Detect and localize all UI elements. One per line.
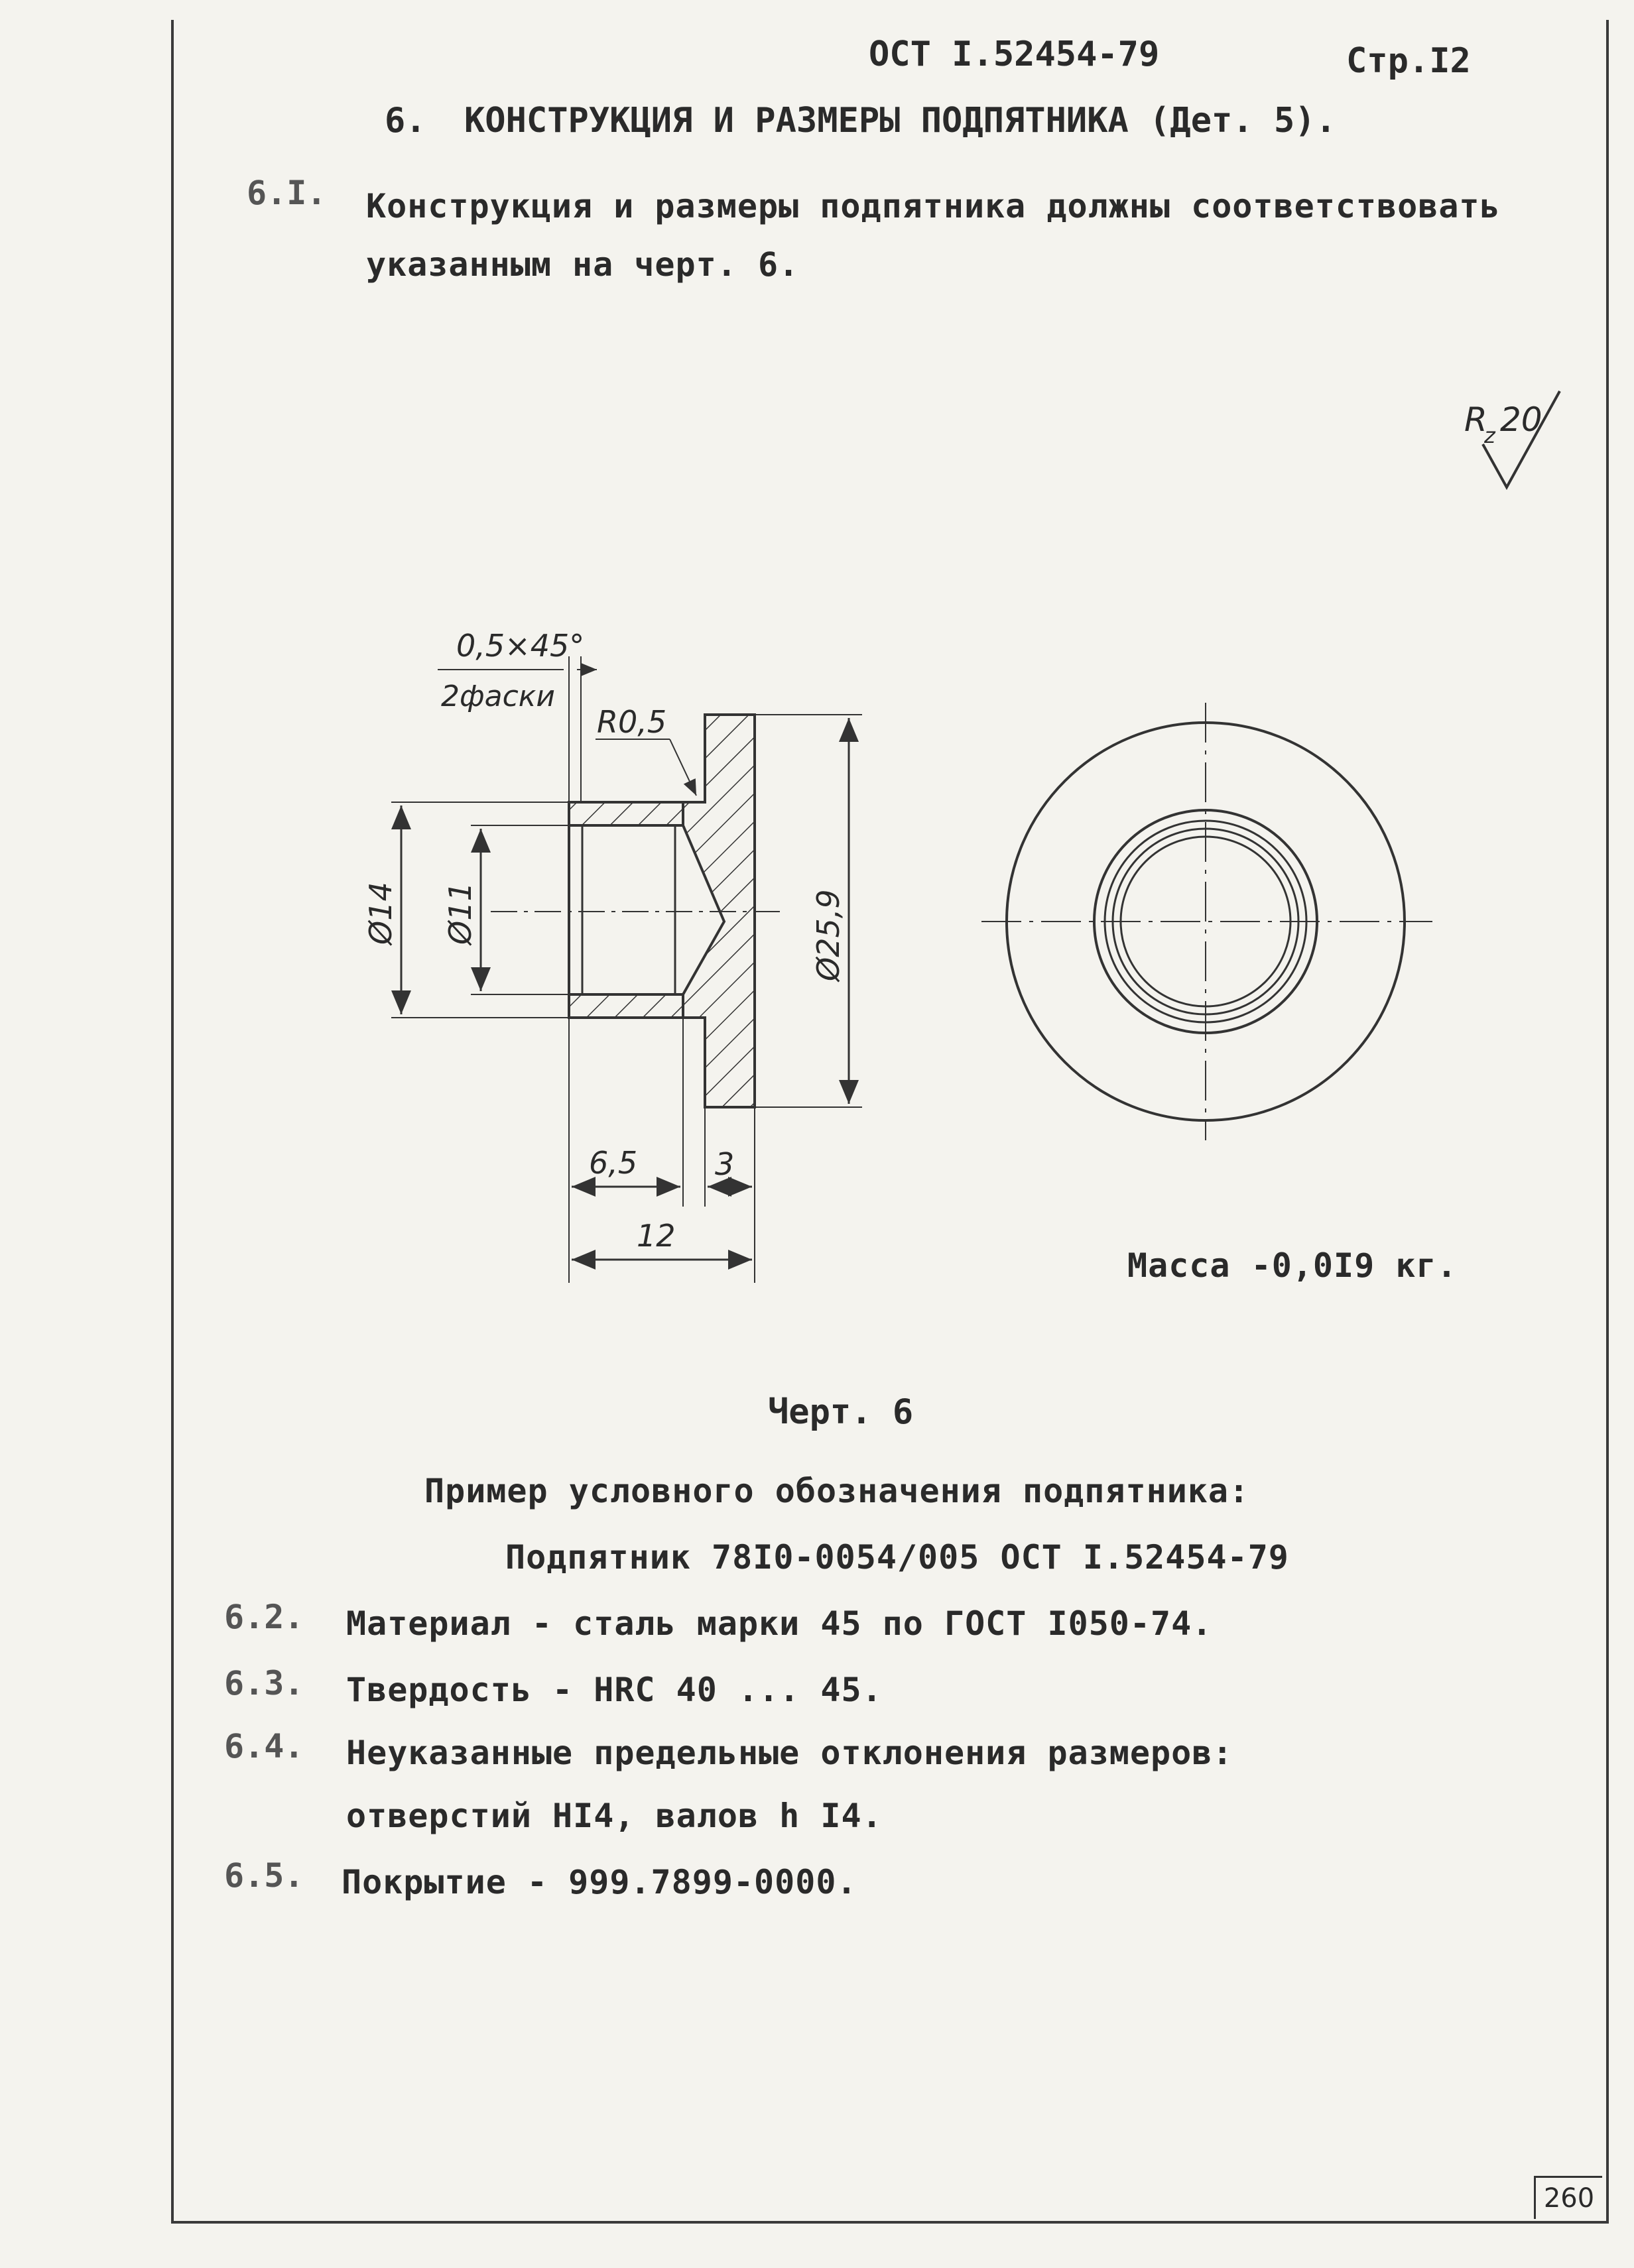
roughness-subscript: z [1484,423,1495,448]
dim-bore: Ø11 [442,882,478,945]
standard-number: ОСТ I.52454-79 [869,34,1160,74]
dim-chamfer-note: 2фаски [441,680,555,713]
dim-radius: R0,5 [597,704,667,740]
clause-text: Конструкция и размеры подпятника должны соответствовать [366,187,1501,225]
dim-chamfer: 0,5×45° [456,628,585,664]
clause-text: Покрытие - 999.7899-0000. [342,1863,857,1901]
dim-flange: Ø25,9 [810,889,846,981]
section-title: КОНСТРУКЦИЯ И РАЗМЕРЫ ПОДПЯТНИКА (Дет. 5). [464,101,1336,141]
mass-note: Масса -0,0I9 кг. [1127,1246,1458,1285]
designation-example: Подпятник 78I0-0054/005 ОСТ I.52454-79 [505,1538,1289,1577]
dim-outer-sleeve: Ø14 [363,882,399,945]
roughness-symbol [1464,391,1560,487]
roughness-letter: R [1464,400,1487,439]
clause-number: 6.4. [224,1727,304,1765]
designation-intro: Пример условного обозначения подпятника: [424,1472,1250,1510]
clause-number: 6.2. [224,1598,304,1636]
clause-number: 6.5. [224,1856,304,1895]
dim-sleeve-length: 6,5 [589,1145,638,1181]
clause-text: Неуказанные предельные отклонения размеров: [346,1734,1233,1772]
page-label: Стр.I2 [1346,41,1471,81]
end-view [981,703,1432,1140]
clause-number: 6.I. [247,174,327,212]
clause-text: отверстий HI4, валов h I4. [346,1797,883,1835]
section-number: 6. [385,101,426,141]
section-view [363,628,862,1283]
dim-flange-length: 3 [715,1146,735,1182]
page-number: 260 [1534,2176,1602,2219]
clause-text: Материал - сталь марки 45 по ГОСТ I050-74. [346,1604,1213,1643]
clause-text: Твердость - HRC 40 ... 45. [346,1671,883,1709]
clause-text: указанным на черт. 6. [366,245,800,284]
roughness-value: 20 [1500,400,1542,439]
figure-caption: Черт. 6 [768,1392,914,1432]
dim-total-length: 12 [637,1218,676,1254]
clause-number: 6.3. [224,1664,304,1702]
